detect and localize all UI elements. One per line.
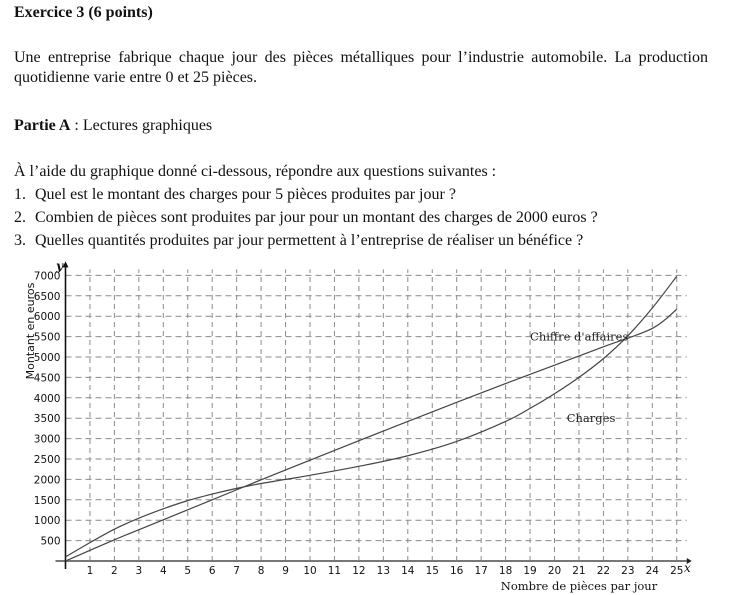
y-tick-label: 500: [40, 535, 61, 548]
x-axis-label: Nombre de pièces par jour: [500, 579, 658, 593]
x-tick-label: 4: [159, 565, 167, 577]
exercise-title: Exercice 3 (6 points): [14, 4, 153, 21]
y-tick-label: 2000: [33, 474, 61, 487]
x-tick-label: 14: [401, 565, 415, 577]
x-tick-label: 15: [425, 565, 439, 577]
x-tick-label: 6: [208, 565, 216, 577]
chart: [0, 255, 730, 595]
x-tick-label: 23: [621, 565, 635, 577]
x-tick-label: 25: [670, 565, 684, 577]
curve-label: Chiffre d'affaires: [530, 329, 629, 344]
x-tick-label: 8: [257, 565, 265, 577]
y-tick-label: 5000: [33, 352, 61, 364]
x-tick-label: 13: [376, 565, 391, 577]
y-tick-label: 6500: [33, 290, 61, 303]
question-2: [14, 208, 598, 228]
series-line-chiffre-d-affaires: [66, 309, 677, 561]
x-tick-label: 11: [327, 565, 342, 577]
x-tick-label: 9: [282, 565, 289, 577]
y-tick-label: 3500: [33, 413, 61, 426]
problem-statement: Une entreprise fabrique chaque jour des pièces métalliques pour l’industrie automobile. La production quotidienne varie entre 0 et 25 pièces.: [14, 49, 708, 86]
x-tick-label: 5: [184, 565, 192, 577]
y-tick-label: 2500: [33, 454, 61, 466]
question-text: Quelles quantités produites par jour permettent à l’entreprise de réaliser un bénéfice ?: [35, 232, 584, 249]
y-tick-label: 6000: [33, 311, 61, 324]
y-axis-label: Montant en euros: [24, 282, 37, 380]
x-tick-label: 2: [111, 565, 118, 577]
x-tick-label: 19: [523, 565, 537, 577]
y-tick-label: 4500: [33, 372, 61, 385]
question-text: Quel est le montant des charges pour 5 pièces produites par jour ?: [35, 186, 456, 203]
x-tick-label: 3: [135, 565, 143, 577]
question-number: 3.: [14, 232, 26, 249]
x-tick-label: 22: [596, 565, 611, 577]
y-tick-label: 5500: [33, 331, 61, 344]
y-tick-label: 7000: [33, 270, 61, 283]
part-separator: :: [70, 117, 83, 134]
part-label: Partie A: [14, 117, 71, 134]
x-tick-label: 10: [303, 565, 317, 577]
x-tick-label: 12: [352, 565, 366, 577]
x-tick-label: 20: [547, 565, 562, 577]
x-tick-label: 1: [86, 565, 94, 577]
question-3: [14, 231, 583, 251]
question-text: Combien de pièces sont produites par jour pour un montant des charges de 2000 euros ?: [35, 209, 598, 226]
x-axis-name: x: [684, 561, 691, 575]
question-number: 1.: [14, 186, 26, 203]
y-tick-label: 1500: [33, 494, 61, 507]
y-tick-label: 1000: [33, 515, 61, 528]
curve-label: Charges: [566, 411, 616, 426]
question-number: 2.: [14, 209, 26, 226]
y-tick-label: 4000: [33, 392, 61, 405]
x-tick-label: 21: [572, 565, 586, 577]
x-tick-label: 24: [645, 565, 659, 577]
part-title: Lectures graphiques: [82, 117, 213, 134]
y-tick-label: 3000: [33, 433, 61, 446]
part-heading: [14, 116, 212, 136]
x-tick-label: 18: [498, 565, 513, 577]
x-tick-label: 7: [233, 565, 240, 577]
y-axis-arrow-icon: [63, 261, 69, 267]
y-axis-name: y: [56, 259, 63, 273]
questions-intro: À l’aide du graphique donné ci-dessous, répondre aux questions suivantes :: [14, 163, 497, 180]
question-1: [14, 185, 456, 205]
x-tick-label: 17: [474, 565, 488, 577]
x-tick-label: 16: [450, 565, 464, 577]
